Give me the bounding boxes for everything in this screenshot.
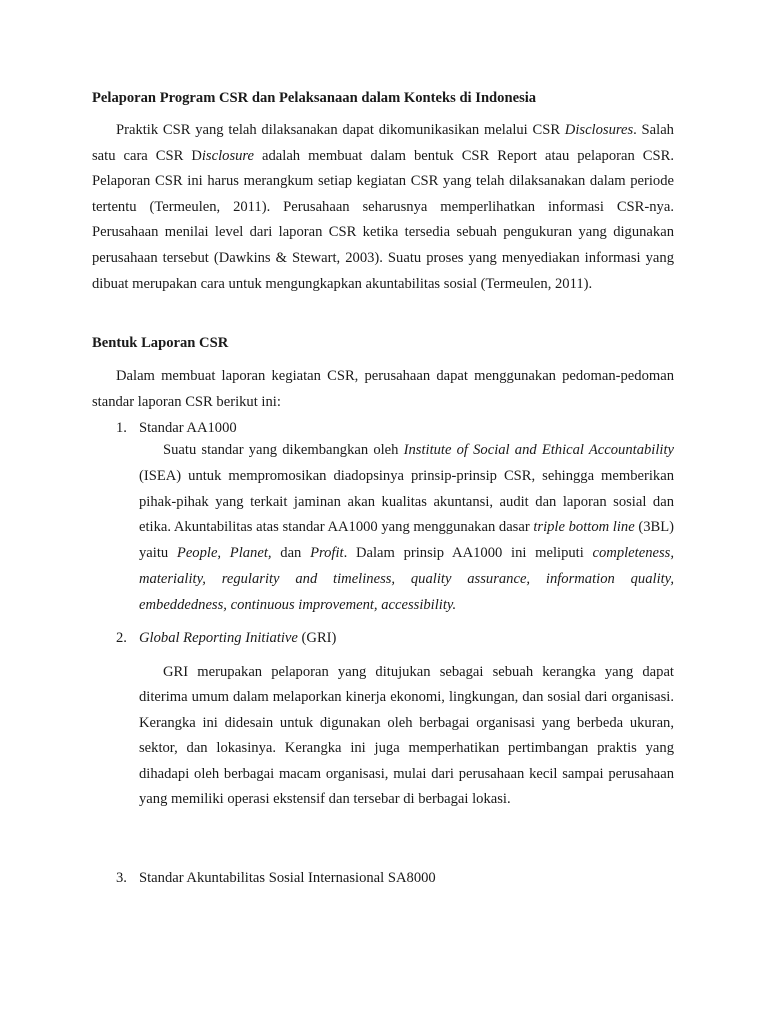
list-item-1-description bbox=[139, 438, 674, 619]
desc-text: dan bbox=[271, 545, 311, 562]
desc-text: (3BL) yaitu bbox=[139, 519, 675, 562]
desc-emphasis: People, Planet, bbox=[176, 545, 272, 562]
desc-emphasis: Profit bbox=[310, 545, 344, 562]
list-item-2 bbox=[116, 628, 336, 648]
document-title: Pelaporan Program CSR dan Pelaksanaan dalam Konteks di Indonesia bbox=[92, 90, 537, 106]
intro-text-3: adalah membuat dalam bentuk CSR Report atau pelaporan CSR. Pelaporan CSR ini harus merangkum setiap kegiatan CSR yang telah dilaksanakan dalam periode tertentu (Termeulen, 2011). Perusahaan seharusnya memperlihatkan informasi CSR-nya. Perusahaan menilai level dari laporan CSR ketika tersedia sebuah pengukuran yang digunakan perusahaan tersebut (Dawkins & Stewart, 2003). Suatu proses yang menyediakan informasi yang dibuat merupakan cara untuk mengungkapkan akuntabilitas sosial (Termeulen, 2011). bbox=[92, 147, 674, 292]
desc-emphasis: completeness, materiality, regularity and timeliness, quality assurance, information quality, embeddedness, continuous improvement, accessibility. bbox=[139, 545, 674, 613]
list-number: 1. bbox=[116, 420, 127, 436]
desc-text: Suatu standar yang dikembangkan oleh bbox=[163, 442, 404, 458]
intro-emphasis-2: isclosure bbox=[201, 147, 255, 164]
list-item-title: Standar AA1000 bbox=[139, 420, 237, 436]
list-item-2-description: GRI merupakan pelaporan yang ditujukan sebagai sebuah kerangka yang dapat diterima umum dalam melaporkan kinerja ekonomi, lingkungan, dan sosial dari organisasi. Kerangka ini didesain untuk digunakan oleh berbagai organisasi yang berbeda ukuran, sektor, dan lokasinya. Kerangka ini juga memperhatikan pertimbangan praktis yang dihadapi oleh berbagai macam organisasi, mulai dari perusahaan kecil sampai perusahaan yang memiliki operasi ekstensif dan tersebar di berbagai lokasi. bbox=[139, 664, 674, 808]
intro-emphasis-1: Disclosures bbox=[564, 122, 634, 138]
list-item-title-rest: (GRI) bbox=[297, 630, 337, 646]
intro-text-2: . Salah satu cara CSR D bbox=[92, 122, 674, 164]
section-heading: Bentuk Laporan CSR bbox=[92, 335, 229, 351]
list-item-title-emphasis: Global Reporting Initiative bbox=[139, 630, 298, 646]
list-item-title: Standar Akuntabilitas Sosial Internasional SA8000 bbox=[139, 870, 436, 886]
desc-text: . Dalam prinsip AA1000 ini meliputi bbox=[343, 545, 593, 562]
list-number: 3. bbox=[116, 870, 127, 886]
list-number: 2. bbox=[116, 630, 127, 646]
desc-emphasis: Institute of Social and Ethical Accountability bbox=[403, 442, 674, 458]
list-item-3 bbox=[116, 868, 436, 888]
list-item-1 bbox=[116, 418, 237, 438]
intro-text-1: Praktik CSR yang telah dilaksanakan dapat dikomunikasikan melalui CSR bbox=[116, 122, 565, 138]
section-intro-paragraph: Dalam membuat laporan kegiatan CSR, perusahaan dapat menggunakan pedoman-pedoman standar laporan CSR berikut ini: bbox=[92, 368, 674, 410]
desc-emphasis: triple bottom line bbox=[533, 519, 635, 536]
desc-text: (ISEA) untuk mempromosikan diadopsinya prinsip-prinsip CSR, sehingga memberikan pihak-pihak yang terkait jaminan akan kualitas akuntansi, audit dan laporan sosial dan etika. Akuntabilitas atas standar AA1000 yang menggunakan dasar bbox=[139, 467, 674, 536]
intro-paragraph bbox=[92, 118, 674, 297]
